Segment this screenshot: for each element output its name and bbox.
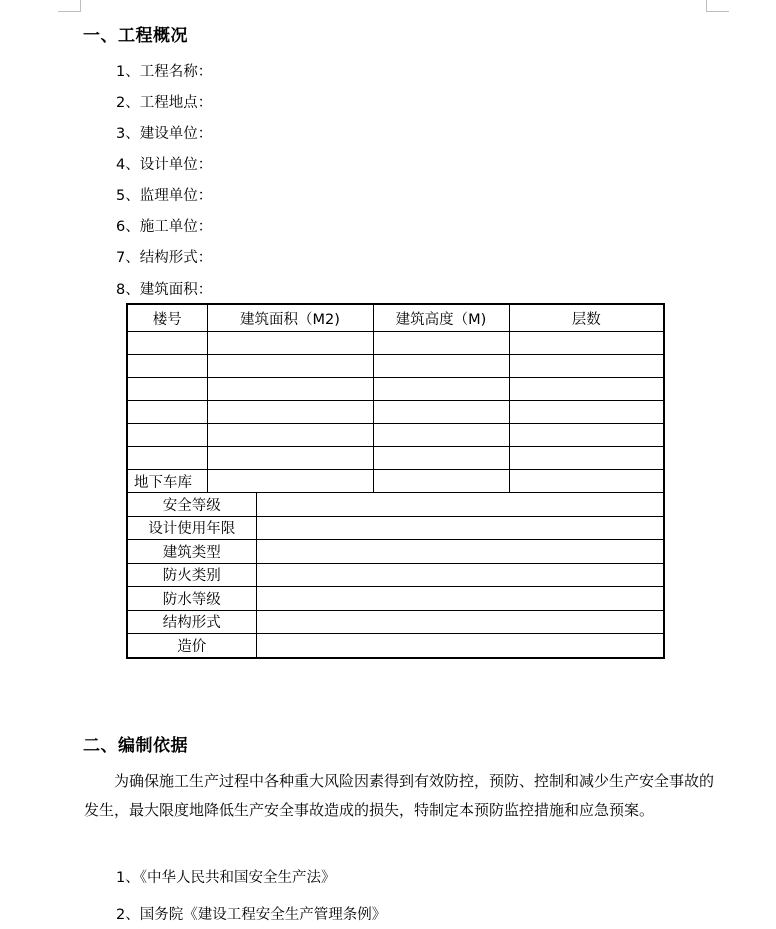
contractor-unit-item: 6、施工单位： bbox=[116, 219, 213, 235]
table-cell bbox=[207, 401, 373, 424]
building-area-item: 8、建筑面积： bbox=[116, 282, 213, 298]
column-header-area: 建筑面积（M2) bbox=[207, 304, 373, 332]
info-value bbox=[256, 587, 664, 611]
info-row-waterproof-grade bbox=[127, 587, 664, 611]
section-1-heading: 一、工程概况 bbox=[83, 26, 188, 46]
table-cell bbox=[207, 447, 373, 470]
table-cell bbox=[373, 447, 509, 470]
table-cell bbox=[127, 447, 207, 470]
info-value bbox=[256, 516, 664, 540]
table-cell bbox=[509, 332, 664, 355]
column-header-building-no: 楼号 bbox=[127, 304, 207, 332]
info-row-structure-type bbox=[127, 610, 664, 634]
info-label: 造价 bbox=[127, 634, 256, 658]
info-row-safety-grade bbox=[127, 493, 664, 517]
info-row-building-type bbox=[127, 540, 664, 564]
basis-item-regulation: 2、国务院《建设工程安全生产管理条例》 bbox=[116, 907, 387, 923]
structure-type-item: 7、结构形式： bbox=[116, 250, 213, 266]
table-row bbox=[127, 378, 664, 401]
table-cell bbox=[207, 332, 373, 355]
table-row bbox=[127, 424, 664, 447]
info-label: 结构形式 bbox=[127, 610, 256, 634]
table-cell bbox=[207, 378, 373, 401]
basis-item-safety-law: 1、《中华人民共和国安全生产法》 bbox=[116, 870, 336, 886]
info-value bbox=[256, 493, 664, 517]
table-cell bbox=[373, 332, 509, 355]
info-label: 设计使用年限 bbox=[127, 516, 256, 540]
table-row bbox=[127, 447, 664, 470]
info-value bbox=[256, 540, 664, 564]
info-row-design-life bbox=[127, 516, 664, 540]
basis-paragraph bbox=[84, 767, 714, 824]
design-unit-item: 4、设计单位： bbox=[116, 157, 213, 173]
table-cell bbox=[509, 355, 664, 378]
table-cell bbox=[509, 378, 664, 401]
table-row-underground-garage bbox=[127, 470, 664, 493]
info-row-cost bbox=[127, 634, 664, 658]
page-corner-mark-right bbox=[706, 0, 729, 12]
table-cell-underground-garage: 地下车库 bbox=[127, 470, 207, 493]
table-cell bbox=[127, 401, 207, 424]
section-2-heading: 二、编制依据 bbox=[83, 736, 188, 756]
table-cell bbox=[207, 355, 373, 378]
construction-unit-item: 3、建设单位： bbox=[116, 126, 213, 142]
table-cell bbox=[373, 470, 509, 493]
table-cell bbox=[373, 401, 509, 424]
info-value bbox=[256, 563, 664, 587]
table-cell bbox=[127, 378, 207, 401]
table-cell bbox=[509, 424, 664, 447]
table-cell bbox=[207, 470, 373, 493]
table-row bbox=[127, 355, 664, 378]
table-cell bbox=[373, 378, 509, 401]
info-value bbox=[256, 610, 664, 634]
info-label: 建筑类型 bbox=[127, 540, 256, 564]
table-cell bbox=[127, 332, 207, 355]
basis-paragraph-text: 为确保施工生产过程中各种重大风险因素得到有效防控，预防、控制和减少生产安全事故的发生，最大限度地降低生产安全事故造成的损失，特制定本预防监控措施和应急预案。 bbox=[84, 772, 715, 819]
building-table bbox=[126, 303, 665, 493]
table-cell bbox=[509, 470, 664, 493]
info-value bbox=[256, 634, 664, 658]
building-table-header bbox=[127, 304, 664, 332]
info-row-fire-category bbox=[127, 563, 664, 587]
supervision-unit-item: 5、监理单位： bbox=[116, 188, 213, 204]
table-cell bbox=[509, 447, 664, 470]
project-name-item: 1、工程名称： bbox=[116, 64, 213, 80]
project-location-item: 2、工程地点： bbox=[116, 95, 213, 111]
table-cell bbox=[207, 424, 373, 447]
table-cell bbox=[373, 424, 509, 447]
info-label: 安全等级 bbox=[127, 493, 256, 517]
info-label: 防水等级 bbox=[127, 587, 256, 611]
table-cell bbox=[127, 424, 207, 447]
table-cell bbox=[373, 355, 509, 378]
column-header-height: 建筑高度（M) bbox=[373, 304, 509, 332]
table-cell bbox=[509, 401, 664, 424]
page-corner-mark-left bbox=[58, 0, 81, 12]
table-row bbox=[127, 332, 664, 355]
project-info-table bbox=[126, 492, 665, 659]
table-cell bbox=[127, 355, 207, 378]
info-label: 防火类别 bbox=[127, 563, 256, 587]
table-row bbox=[127, 401, 664, 424]
column-header-floors: 层数 bbox=[509, 304, 664, 332]
